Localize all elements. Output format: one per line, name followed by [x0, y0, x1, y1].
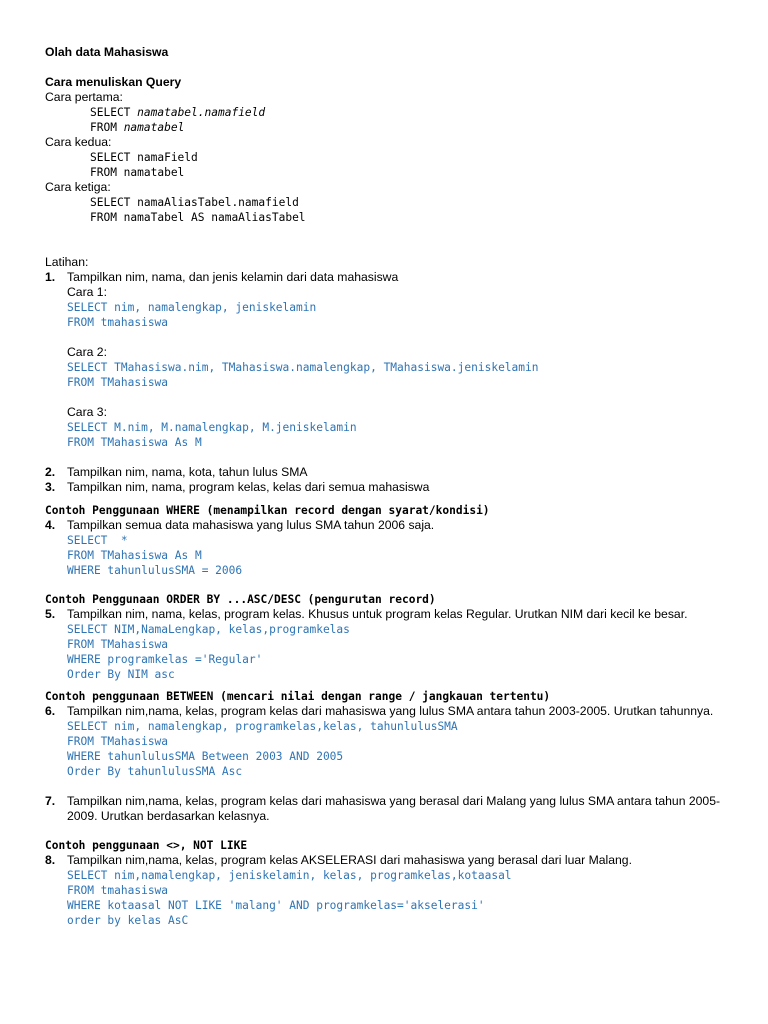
item-text: Tampilkan nim, nama, program kelas, kelas dari semua mahasiswa	[67, 480, 430, 494]
item-number: 8.	[45, 853, 56, 867]
code-line: FROM TMahasiswa As M	[67, 549, 202, 562]
cara1-line1	[45, 105, 745, 120]
list-item-7	[45, 794, 745, 824]
code-line: FROM tmahasiswa	[67, 884, 169, 897]
list-item-4	[45, 518, 745, 533]
section-heading-order-by: Contoh Penggunaan ORDER BY ...ASC/DESC (pengurutan record)	[45, 593, 436, 606]
cara3-line1: SELECT namaAliasTabel.namafield	[90, 196, 299, 209]
cara1-line2-kw: FROM	[90, 121, 124, 134]
item-text: Tampilkan nim, nama, dan jenis kelamin dari data mahasiswa	[67, 270, 399, 284]
list-item-1	[45, 270, 745, 285]
code-line: FROM TMahasiswa	[67, 638, 169, 651]
item-number: 5.	[45, 607, 56, 621]
code-line: Order By NIM asc	[67, 668, 175, 681]
cara1-label: Cara pertama:	[45, 90, 123, 104]
item-text: Tampilkan nim,nama, kelas, program kelas dari mahasiswa yang berasal dari Malang yang lulus SMA antara tahun 2005-2009. Urutkan berdasarkan kelasnya.	[67, 794, 721, 823]
code-line: order by kelas AsC	[67, 914, 189, 927]
item-number: 1.	[45, 270, 56, 284]
code-line: WHERE tahunlulusSMA = 2006	[67, 564, 243, 577]
code-line: SELECT M.nim, M.namalengkap, M.jeniskelamin	[67, 421, 357, 434]
cara2-line1: SELECT namaField	[90, 151, 198, 164]
list-item-6	[45, 704, 745, 719]
cara1-line2-it: namatabel	[123, 121, 185, 134]
list-item-2	[45, 465, 745, 480]
code-line: FROM TMahasiswa	[67, 735, 169, 748]
cara-3-label: Cara 3:	[67, 405, 107, 419]
code-line: FROM TMahasiswa As M	[67, 436, 202, 449]
code-line: WHERE programkelas ='Regular'	[67, 653, 263, 666]
code-line: Order By tahunlulusSMA Asc	[67, 765, 243, 778]
item-text: Tampilkan nim, nama, kota, tahun lulus SMA	[67, 465, 308, 479]
code-line: WHERE tahunlulusSMA Between 2003 AND 2005	[67, 750, 344, 763]
code-line: SELECT nim, namalengkap, programkelas,kelas, tahunlulusSMA	[67, 720, 458, 733]
item-number: 4.	[45, 518, 56, 532]
cara1-line1-it: namatabel.namafield	[137, 106, 266, 119]
code-line: SELECT NIM,NamaLengkap, kelas,programkelas	[67, 623, 350, 636]
item-number: 6.	[45, 704, 56, 718]
latihan-label: Latihan:	[45, 255, 89, 269]
cara-1-label: Cara 1:	[67, 285, 107, 299]
item-text: Tampilkan nim, nama, kelas, program kelas. Khusus untuk program kelas Regular. Urutkan NIM dari kecil ke besar.	[67, 607, 688, 621]
list-item-5	[45, 607, 745, 622]
code-line: SELECT nim, namalengkap, jeniskelamin	[67, 301, 317, 314]
cara3-label: Cara ketiga:	[45, 180, 111, 194]
cara-2-label: Cara 2:	[67, 345, 107, 359]
item-number: 7.	[45, 794, 56, 808]
code-line: SELECT *	[67, 534, 128, 547]
code-line: SELECT TMahasiswa.nim, TMahasiswa.namalengkap, TMahasiswa.jeniskelamin	[67, 361, 539, 374]
item-text: Tampilkan nim,nama, kelas, program kelas AKSELERASI dari mahasiswa yang berasal dari luar Malang.	[67, 853, 632, 867]
cara1-line1-kw: SELECT	[90, 106, 138, 119]
item-text: Tampilkan semua data mahasiswa yang lulus SMA tahun 2006 saja.	[67, 518, 435, 532]
list-item-8	[45, 853, 745, 868]
cara1-line2	[45, 120, 745, 135]
code-line: FROM TMahasiswa	[67, 376, 169, 389]
item-number: 3.	[45, 480, 56, 494]
section-heading-not-like: Contoh penggunaan <>, NOT LIKE	[45, 839, 248, 852]
section-heading-between: Contoh penggunaan BETWEEN (mencari nilai dengan range / jangkauan tertentu)	[45, 690, 551, 703]
list-item-3	[45, 480, 745, 495]
page-title: Olah data Mahasiswa	[45, 45, 169, 59]
code-line: WHERE kotaasal NOT LIKE 'malang' AND programkelas='akselerasi'	[67, 899, 485, 912]
document-page	[45, 45, 745, 928]
item-number: 2.	[45, 465, 56, 479]
code-line: FROM tmahasiswa	[67, 316, 169, 329]
item-text: Tampilkan nim,nama, kelas, program kelas dari mahasiswa yang lulus SMA antara tahun 2003-2005. Urutkan tahunnya.	[67, 704, 714, 718]
code-line: SELECT nim,namalengkap, jeniskelamin, kelas, programkelas,kotaasal	[67, 869, 512, 882]
cara2-line2: FROM namatabel	[90, 166, 185, 179]
section-heading-query: Cara menuliskan Query	[45, 75, 182, 89]
cara2-label: Cara kedua:	[45, 135, 112, 149]
cara3-line2: FROM namaTabel AS namaAliasTabel	[90, 211, 306, 224]
section-heading-where: Contoh Penggunaan WHERE (menampilkan record dengan syarat/kondisi)	[45, 504, 490, 517]
